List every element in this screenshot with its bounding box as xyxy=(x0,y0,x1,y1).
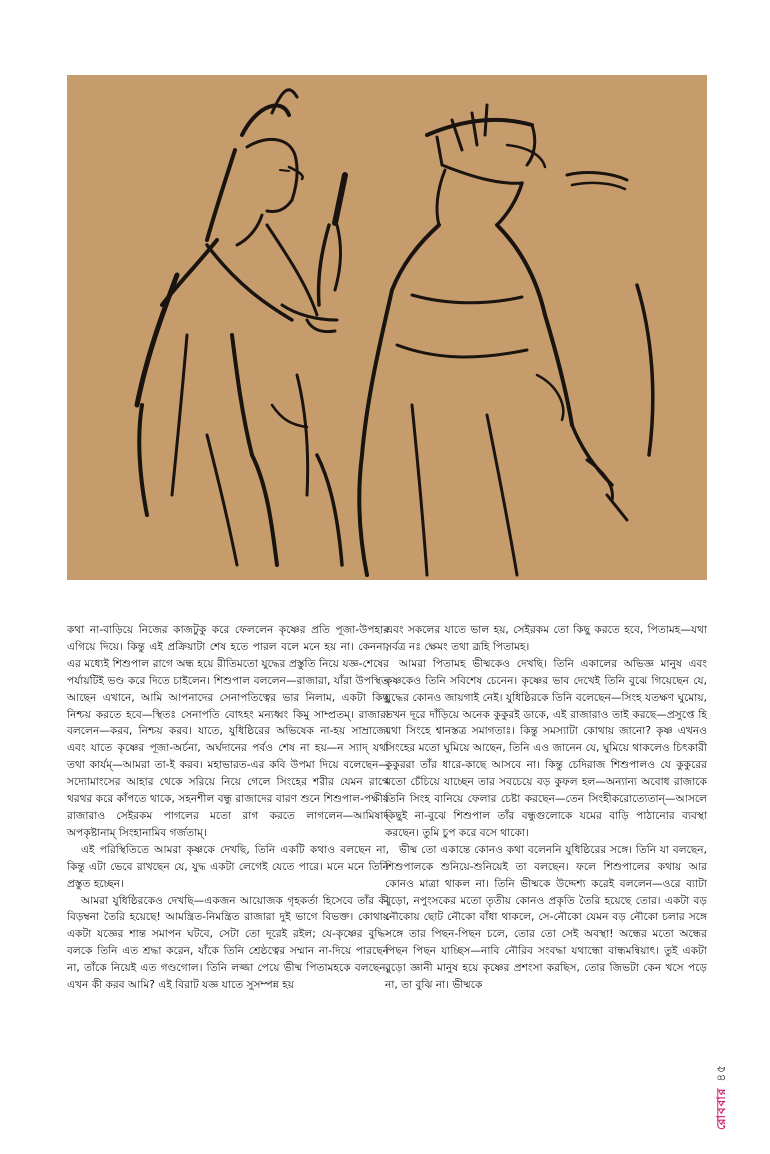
magazine-name: রোববার xyxy=(714,1087,728,1130)
paragraph: এবং সকলের যাতে ভাল হয়, সেইরকম তো কিছু করতে হবে, পিতামহ—যথা সর্বত্র নঃ ক্ষেমং তথা ব্রূহি পিতামহ। xyxy=(385,624,707,653)
right-text-column xyxy=(385,622,707,994)
paragraph: আমরা যুধিষ্ঠিরকেও দেখছি—একজন আয়োজক গৃহকর্তা হিসেবে তাঁর কী বিড়ম্বনা তৈরি হয়েছে! আমন্ত্রিত-নিমন্ত্রিত রাজারা দুই ভাগে বিভক্ত। কোথায় একটা যজ্ঞের শান্ত সমাপন ঘটবে, সেটা তো দূরেই রইল; যে-কৃষ্ণের বুদ্ধি-বলকে তিনি এত শ্রদ্ধা করেন, যাঁকে তিনি শ্রেষ্ঠত্বের সম্মান না-দিয়ে পারছেন না, তাঁকে নিয়েই এত গণ্ডগোল। তিনি লজ্জা পেয়ে ভীষ্ম পিতামহকে বলছেন, এখন কী করব আমি? এই বিরাট যজ্ঞ যাতে সুসম্পন্ন হয় xyxy=(67,894,389,992)
footer-label xyxy=(713,1064,733,1130)
page-number: ৪৫ xyxy=(714,1064,728,1082)
left-text-column xyxy=(67,622,389,994)
paragraph: এই পরিস্থিতিতে আমরা কৃষ্ণকে দেখছি, তিনি একটি কথাও বলছেন না, কিন্তু এটা ভেবে রাখছেন যে, যুদ্ধ একটা লেগেই যেতে পারে। মনে মনে তিনি প্রস্তুত হচ্ছেন। xyxy=(67,843,389,890)
krishna-shishupal-illustration xyxy=(67,75,707,580)
illustration-background xyxy=(67,75,707,580)
paragraph: কথা না-বাড়িয়ে নিজের কাজটুকু করে ফেললেন কৃষ্ণের প্রতি পূজা-উপহার এগিয়ে দিয়ে। কিন্তু এই প্রক্রিয়াটা শেষ হতে পারল বলে মনে হয় না। কেননা, এর মধ্যেই শিশুপাল রাগে অন্ধ হয়ে রীতিমতো যুদ্ধের প্রস্তুতি নিয়ে যজ্ঞ-শেষের পর্যায়টিই ভণ্ড করে দিতে চাইলেন। শিশুপাল বললেন—রাজারা, যাঁরা উপস্থিত আছেন এখানে, আমি আপনাদের সেনাপতিত্বের ভার নিলাম, একটা কিছু নিশ্চয় করতে হবে—স্থিতঃ সেনাপতি বোঽহং মন্যধ্বং কিমু সাম্প্রতম্। রাজারা বললেন—করব, নিশ্চয় করব। যাতে, যুধিষ্ঠিরের অভিষেক না-হয় সাম্রাজ্যে এবং যাতে কৃষ্ণের পূজা-অর্চনা, অর্ঘদানের পর্বও শেষ না হয়—ন স্যাদ্ যথা তথা কার্যম্—আমরা তা-ই করব। মহাভারত-এর কবি উপমা দিয়ে বলেছেন—সদ্যোমাংসের আহার থেকে সরিয়ে নিয়ে গেলে সিংহের শরীর যেমন রাগে থরথর করে কাঁপতে থাকে, সহনশীল বন্ধু রাজাদের বারণ শুনে শিশুপাল-পক্ষীয় রাজারাও সেইরকম পাগলের মতো রাগ করতে লাগলেন—আমিষাদ্ অপকৃষ্টানাম্ সিংহানামিব গর্জতাম্। xyxy=(67,624,389,839)
paragraph: ভীষ্ম তো একান্তে কোনও কথা বলেননি যুধিষ্ঠিরের সঙ্গে। তিনি যা বলছেন, শিশুপালকে শুনিয়ে-শুনিয়েই তা বলছেন। ফলে শিশুপালের কথায় আর কোনও মাত্রা থাকল না। তিনি ভীষ্মকে উদ্দেশ্য করেই বললেন—ওরে ব্যাটা বুড়ো, নপুংসকের মতো তৃতীয় কোনও প্রকৃতি তৈরি হয়েছে তোর। একটা বড় নৌকোয় ছোট নৌকো বাঁধা থাকলে, সে-নৌকো যেমন বড় নৌকো চলার সঙ্গে সঙ্গে তার পিছন-পিছন চলে, তোর তো সেই অবস্থা! অন্ধের মতো অন্ধের পিছন পিছন যাচ্ছিস—নাবি নৌরিব সংবদ্ধা যথান্ধো বান্ধমন্বিয়াৎ। তুই একটা বুড়ো জ্ঞানী মানুষ হয়ে কৃষ্ণের প্রশংসা করছিস, তোর জিভটা কেন খসে পড়ে না, তা বুঝি না। ভীষ্মকে xyxy=(385,843,707,992)
illustration xyxy=(67,75,707,580)
paragraph: আমরা পিতামহ ভীষ্মকেও দেখছি। তিনি একালের অভিজ্ঞ মানুষ এবং কৃষ্ণকেও তিনি সবিশেষ চেনেন। কৃষ্ণের ভাব দেখেই তিনি বুঝে গিয়েছেন যে, যুদ্ধের কোনও জায়গাই নেই। যুধিষ্ঠিরকে তিনি বলেছেন—সিংহ যতক্ষণ ঘুমোয়, তখন দূরে দাঁড়িয়ে অনেক কুকুরই ডাকে, এই রাজারাও তাই করছে—প্রসুপ্তে হি যথা সিংহে শ্বানস্তত্র সমাগতাঃ। কিন্তু সমস্যাটা কোথায় জানো? কৃষ্ণ এখনও সিংহের মতো ঘুমিয়ে আছেন, তিনি এও জানেন যে, ঘুমিয়ে থাকলেও চিৎকারী কুকুররা তাঁর ধারে-কাছে আসবে না। কিন্তু চেদিরাজ শিশুপালও যে কুকুরের মতো চেঁচিয়ে যাচ্ছেন তার সবচেয়ে বড় কুফল হল—অন্যান্য অবোধ রাজাকে তিনি সিংহ বানিয়ে ফেলার চেষ্টা করছেন—তেন সিংহীকরোত্যেতান্—আসলে কিছুই না-বুঝে শিশুপাল তাঁর বন্ধুগুলোকে যমের বাড়ি পাঠানোর ব্যবস্থা করছেন। তুমি চুপ করে বসে থাকো। xyxy=(385,657,707,839)
page-footer xyxy=(713,1010,743,1130)
